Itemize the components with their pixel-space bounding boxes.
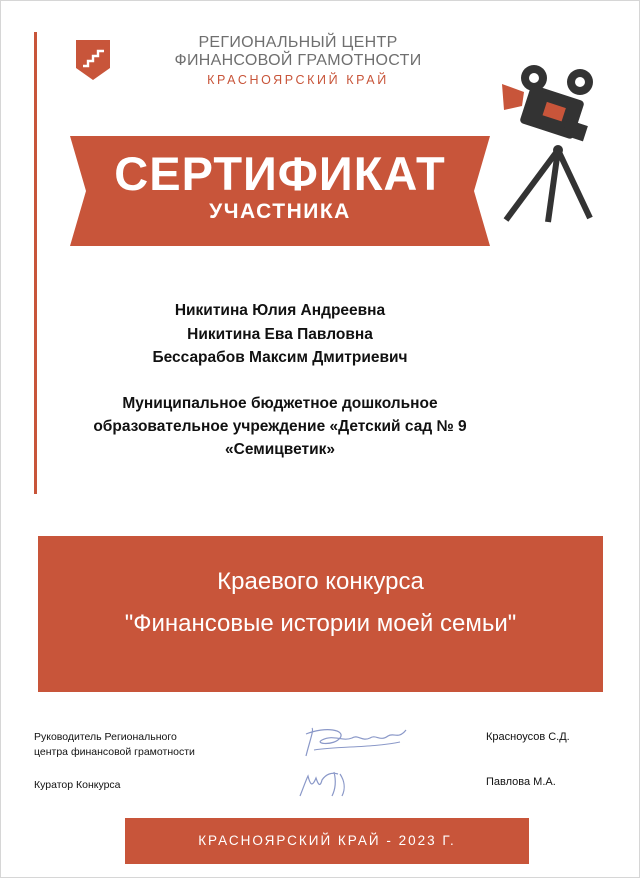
head-name: Красноусов С.Д. (486, 731, 570, 743)
participant-name: Никитина Ева Павловна (187, 325, 373, 343)
film-camera-icon (494, 62, 606, 224)
footer-banner: КРАСНОЯРСКИЙ КРАЙ - 2023 Г. (125, 818, 529, 864)
stairs-logo-icon (76, 40, 110, 80)
head-label-line-1: Руководитель Регионального (34, 731, 177, 743)
institution-line-2: образовательное учреждение «Детский сад № 9 (93, 418, 467, 435)
org-name-line-2: ФИНАНСОВОЙ ГРАМОТНОСТИ (174, 52, 422, 69)
organization-name (148, 34, 448, 89)
certificate-title: СЕРТИФИКАТ (114, 147, 446, 200)
participant-name: Бессарабов Максим Дмитриевич (152, 349, 408, 366)
curator-label: Куратор Конкурса (34, 779, 121, 791)
contest-line-1: Краевого конкурса (217, 568, 424, 595)
contest-name: "Финансовые истории моей семьи" (124, 610, 517, 637)
institution-name (70, 392, 490, 461)
participant-name: Никитина Юлия Андреевна (174, 302, 386, 319)
institution-line-3: «Семицветик» (225, 441, 335, 458)
head-signature-label (34, 730, 195, 760)
curator-signature-icon (296, 766, 356, 802)
org-region: КРАСНОЯРСКИЙ КРАЙ (207, 73, 389, 87)
curator-name: Павлова М.А. (486, 776, 556, 788)
contest-panel (38, 536, 603, 692)
participant-names (70, 299, 490, 370)
org-name-line-1: РЕГИОНАЛЬНЫЙ ЦЕНТР (198, 34, 398, 51)
institution-line-1: Муниципальное бюджетное дошкольное (122, 395, 438, 412)
certificate-subtitle: УЧАСТНИКА (209, 200, 351, 223)
left-accent-rule (34, 32, 37, 494)
head-label-line-2: центра финансовой грамотности (34, 746, 195, 758)
head-signature-icon (300, 722, 416, 762)
